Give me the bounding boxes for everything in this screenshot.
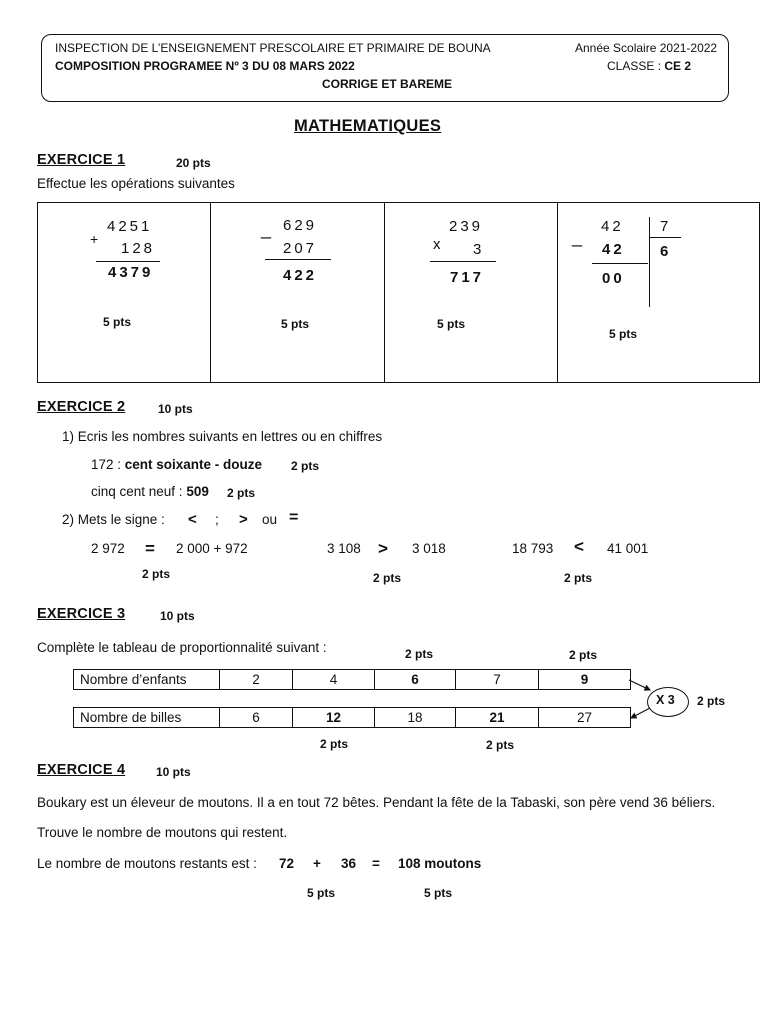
sub-top: 629 [283, 217, 318, 234]
div-line [592, 263, 648, 264]
c2-pts: 2 pts [373, 571, 402, 585]
row2-cell: 12 [293, 708, 375, 728]
c3-pts: 2 pts [564, 571, 593, 585]
ex3-pts-top-2: 2 pts [569, 648, 598, 662]
table-row [74, 670, 631, 690]
q2-gt: > [239, 511, 248, 528]
row2-cell: 27 [539, 708, 631, 728]
div-remainder: 00 [602, 270, 625, 287]
class-label-prefix: CLASSE : [607, 59, 665, 73]
subject-title: MATHEMATIQUES [294, 117, 442, 135]
div-divisor: 7 [660, 218, 669, 235]
row1-cell: 2 [220, 670, 293, 690]
div-divisor-line [649, 237, 681, 238]
row2-cell: 18 [375, 708, 456, 728]
ex4-b: 36 [341, 856, 357, 871]
c1-sign: = [145, 539, 155, 558]
row1-cell: 7 [456, 670, 539, 690]
corrige-label: CORRIGE ET BAREME [322, 77, 453, 91]
ex4-result: 108 moutons [398, 856, 482, 871]
row1-label: Nombre d’enfants [74, 670, 220, 690]
ex3-pts-top-1: 2 pts [405, 647, 434, 661]
ops-divider-2 [384, 202, 385, 382]
add-pts: 5 pts [103, 315, 132, 329]
c2-left: 3 108 [327, 541, 361, 556]
div-vertical-bar [649, 217, 650, 307]
ex3-title: EXERCICE 3 [37, 606, 126, 622]
c1-right: 2 000 + 972 [176, 541, 248, 556]
ex3-instruction: Complète le tableau de proportionnalité suivant : [37, 640, 327, 655]
row1-cell: 4 [293, 670, 375, 690]
add-result: 4379 [108, 264, 154, 281]
div-dividend: 42 [601, 218, 624, 235]
table-billes [73, 707, 631, 728]
mul-line [430, 261, 496, 262]
class-label [607, 59, 691, 73]
ratio-pts: 2 pts [697, 694, 726, 708]
mul-top: 239 [449, 218, 484, 235]
ex4-answer-prefix: Le nombre de moutons restants est : [37, 856, 257, 871]
div-sub: 42 [602, 241, 625, 258]
add-top: 4251 [107, 218, 153, 235]
mul-result: 717 [450, 269, 485, 286]
c1-left: 2 972 [91, 541, 125, 556]
ex4-op: + [313, 856, 321, 871]
mul-pts: 5 pts [437, 317, 466, 331]
ops-divider-3 [557, 202, 558, 382]
ex2-q1a [91, 457, 262, 472]
ex3-points: 10 pts [160, 609, 195, 623]
ex4-text1: Boukary est un éleveur de moutons. Il a en tout 72 bêtes. Pendant la fête de la Tabaski, son père vend 36 béliers. [37, 795, 716, 810]
sub-sign: _ [261, 219, 272, 239]
ex1-instruction: Effectue les opérations suivantes [37, 176, 235, 191]
add-bottom: 128 [121, 240, 156, 257]
row1-cell: 6 [375, 670, 456, 690]
div-quotient: 6 [660, 243, 669, 260]
inspection-label: INSPECTION DE L’ENSEIGNEMENT PRESCOLAIRE ET PRIMAIRE DE BOUNA [55, 41, 491, 55]
ex4-text2: Trouve le nombre de moutons qui restent. [37, 825, 288, 840]
c1-pts: 2 pts [142, 567, 171, 581]
sub-line [265, 259, 331, 260]
row2-cell: 21 [456, 708, 539, 728]
ex4-title: EXERCICE 4 [37, 762, 126, 778]
table-row [74, 708, 631, 728]
mul-bottom: 3 [473, 241, 485, 258]
ex2-q1b [91, 484, 209, 499]
row2-label: Nombre de billes [74, 708, 220, 728]
row1-cell: 9 [539, 670, 631, 690]
add-line [96, 261, 160, 262]
sub-pts: 5 pts [281, 317, 310, 331]
composition-label: COMPOSITION PROGRAMEE Nº 3 DU 08 MARS 2022 [55, 59, 355, 73]
school-year: Année Scolaire 2021-2022 [575, 41, 718, 55]
q1a-prefix: 172 : [91, 457, 125, 472]
q1b-pts: 2 pts [227, 486, 256, 500]
c3-right: 41 001 [607, 541, 649, 556]
q1a-pts: 2 pts [291, 459, 320, 473]
div-sign: _ [572, 227, 583, 247]
sub-bottom: 207 [283, 240, 318, 257]
q1b-answer: 509 [186, 484, 209, 499]
class-value: CE 2 [664, 59, 692, 73]
ex4-eq: = [372, 856, 380, 871]
ops-divider-1 [210, 202, 211, 382]
ex2-points: 10 pts [158, 402, 193, 416]
ex4-pts1: 5 pts [307, 886, 336, 900]
row2-cell: 6 [220, 708, 293, 728]
ex4-points: 10 pts [156, 765, 191, 779]
q2-sep: ; [215, 512, 219, 527]
ex2-q1: 1) Ecris les nombres suivants en lettres ou en chiffres [62, 429, 383, 444]
q2-eq: = [289, 509, 299, 526]
add-sign: + [90, 231, 99, 247]
ex1-title: EXERCICE 1 [37, 152, 126, 168]
ex3-pts-bottom-2: 2 pts [486, 738, 515, 752]
ex4-pts2: 5 pts [424, 886, 453, 900]
ex4-a: 72 [279, 856, 295, 871]
ex3-pts-bottom-1: 2 pts [320, 737, 349, 751]
c2-right: 3 018 [412, 541, 446, 556]
q2-lt: < [188, 511, 197, 528]
c3-sign: < [574, 537, 584, 556]
ratio-label: X 3 [656, 693, 675, 707]
mul-sign: x [433, 236, 441, 253]
q1b-prefix: cinq cent neuf : [91, 484, 187, 499]
sub-result: 422 [283, 267, 318, 284]
q2-ou: ou [262, 512, 278, 527]
div-pts: 5 pts [609, 327, 638, 341]
ex2-title: EXERCICE 2 [37, 399, 126, 415]
c2-sign: > [378, 539, 388, 558]
ex1-points: 20 pts [176, 156, 211, 170]
ex2-q2: 2) Mets le signe : [62, 512, 165, 527]
q1a-answer: cent soixante - douze [124, 457, 263, 472]
table-enfants [73, 669, 631, 690]
c3-left: 18 793 [512, 541, 554, 556]
